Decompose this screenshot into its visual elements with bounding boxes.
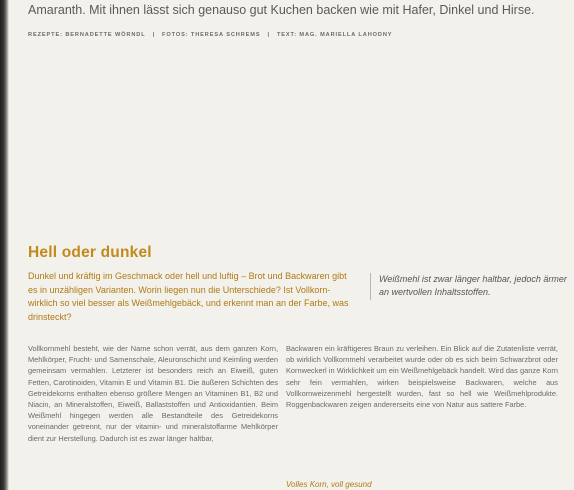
credit-text: TEXT: MAG. MARIELLA LAHODNY [276, 32, 393, 38]
section-heading: Hell oder dunkel [28, 244, 152, 261]
body-column-left: Vollkornmehl besteht, wie der Name schon verrät, aus dem ganzen Korn, Mehlkörper, Frucht- und Samenschale, Aleuronschicht und Keimling werden gemeinsam vermahlen. Letzterer ist besonders reich an Eiweiß, guten Fetten, Carotinoiden, Vitamin E und Vitamin B1. Die äußeren Schichten des Getreidekorns enthalten ebenso größere Mengen an Vitaminen B1, B2 und Niacin, an Mineralstoffen, Eiweiß, Ballaststoffen und Antioxidantien. Beim Weißmehl hingegen werden alle Bestandteile des Getreidekorns voneinander getrennt, nur der vitamin- und mineralstoffarme Mehlkörper dient zur Herstellung. Dadurch ist es zwar länger haltbar, [28, 344, 278, 443]
credit-photos: FOTOS: THERESA SCHREMS [162, 32, 261, 38]
body-column-right: Backwaren ein kräftigeres Braun zu verleihen. Ein Blick auf die Zutatenliste verrät, ob wirklich Vollkornmehl verarbeitet wurde oder ob es sich beim Schwarzbrot oder Kornweckerl in Wirklichkeit um ein Weißmehlgebäck handelt. Wird das ganze Korn sehr fein vermahlen, wirken beispielsweise Backwaren, welche aus Vollkornweizenmehl hergestellt wurden, fast so hell wie Weißmehlprodukte. Roggenbackwaren zeigen andererseits eine von Natur aus sattere Farbe. [286, 344, 558, 410]
credit-separator: | [267, 32, 270, 38]
lead-paragraph: Dunkel und kräftig im Geschmack oder hell und luftig – Brot und Backwaren gibt es in unzähligen Varianten. Worin liegen nun die Unterschiede? Ist Vollkorn- wirklich so viel besser als Weißmehlgebäck, und erkennt man an der Farbe, was drinsteckt? [28, 271, 349, 322]
intro-text: Amaranth. Mit ihnen lässt sich genauso gut Kuchen backen wie mit Hafer, Dinkel und Hirse. [28, 3, 535, 17]
page-gutter-shadow [0, 0, 9, 490]
credit-recipes: REZEPTE: BERNADETTE WÖRNDL [28, 32, 146, 38]
pull-quote: Weißmehl ist zwar länger haltbar, jedoch ärmer an wertvollen Inhaltsstoffen. [370, 273, 567, 300]
credit-separator: | [152, 32, 156, 38]
credits-line [28, 32, 568, 38]
subheading: Volles Korn, voll gesund [286, 480, 372, 489]
